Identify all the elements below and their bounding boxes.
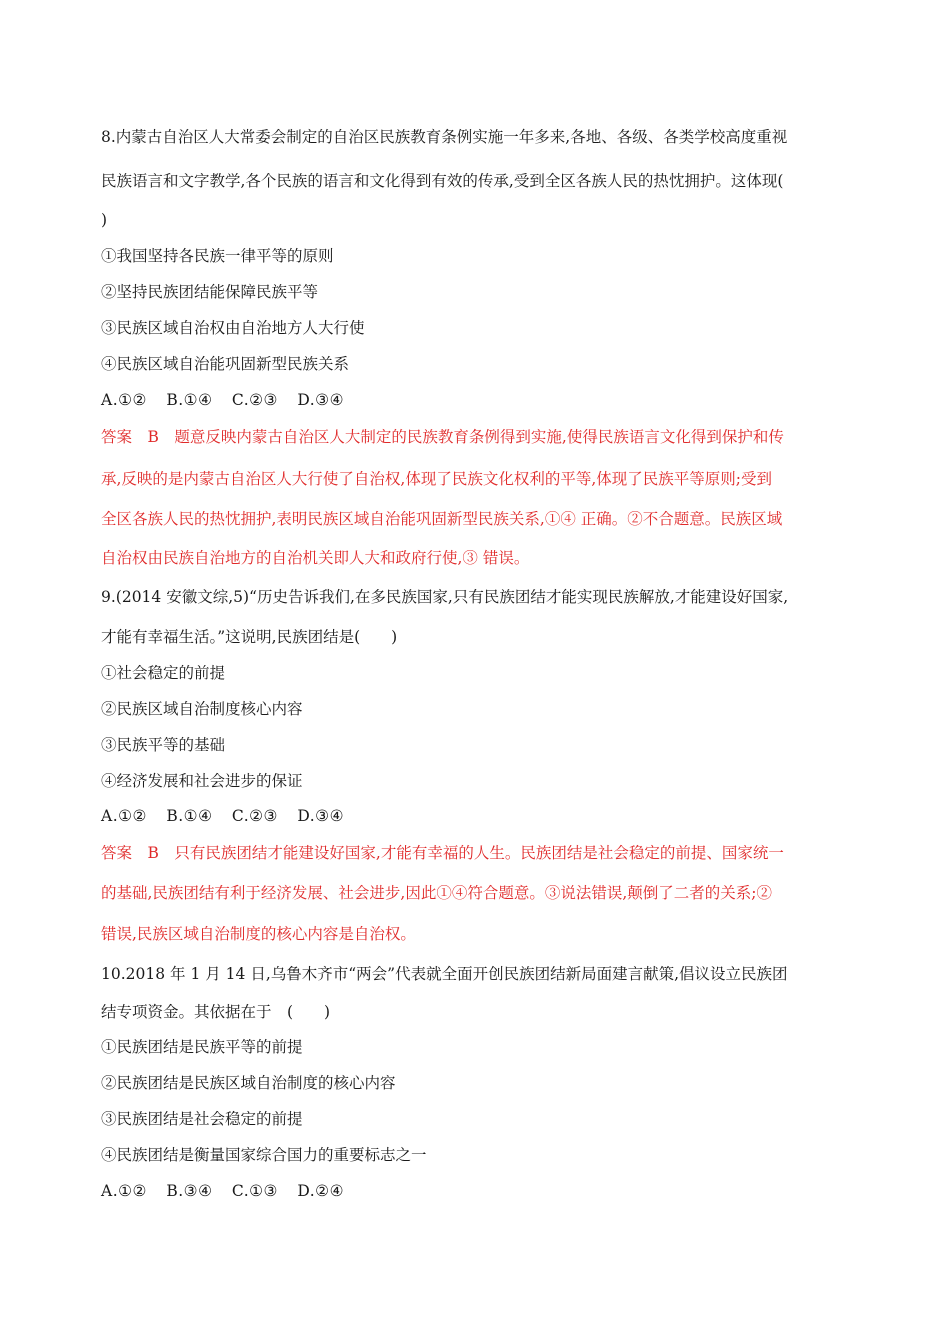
choice-d: D.③④ [297, 391, 344, 409]
question-9-option-4: ④经济发展和社会进步的保证 [101, 772, 303, 790]
question-8-option-1: ①我国坚持各民族一律平等的原则 [101, 247, 334, 265]
question-8-option-3: ③民族区域自治权由自治地方人大行使 [101, 319, 365, 337]
choice-d: D.②④ [297, 1182, 344, 1200]
question-8-stem-line-1: 8.内蒙古自治区人大常委会制定的自治区民族教育条例实施一年多来,各地、各级、各类学校高度重视 [101, 128, 788, 146]
choice-c: C.①③ [231, 1182, 278, 1200]
question-9-choices [101, 805, 344, 827]
question-8-choices [101, 389, 344, 411]
question-8-option-4: ④民族区域自治能巩固新型民族关系 [101, 355, 350, 373]
question-8-answer-line-3: 全区各族人民的热忱拥护,表明民族区域自治能巩固新型民族关系,①④ 正确。②不合题意。民族区域 [101, 510, 783, 528]
question-8-option-2: ②坚持民族团结能保障民族平等 [101, 283, 319, 301]
question-8-answer-line-1: 答案 B 题意反映内蒙古自治区人大制定的民族教育条例得到实施,使得民族语言文化得到保护和传 [101, 428, 784, 446]
question-10-option-3: ③民族团结是社会稳定的前提 [101, 1110, 303, 1128]
question-10-option-1: ①民族团结是民族平等的前提 [101, 1038, 303, 1056]
question-9-stem-line-2: 才能有幸福生活。”这说明,民族团结是( ) [101, 628, 398, 646]
question-9-option-1: ①社会稳定的前提 [101, 664, 226, 682]
question-9-answer-line-1: 答案 B 只有民族团结才能建设好国家,才能有幸福的人生。民族团结是社会稳定的前提、国家统一 [101, 844, 784, 862]
choice-b: B.③④ [166, 1182, 213, 1200]
choice-b: B.①④ [166, 391, 213, 409]
question-9-stem-line-1: 9.(2014 安徽文综,5)“历史告诉我们,在多民族国家,只有民族团结才能实现民族解放,才能建设好国家, [101, 588, 789, 606]
question-10-stem-line-2: 结专项资金。其依据在于 ( ) [101, 1003, 331, 1021]
question-9-option-3: ③民族平等的基础 [101, 736, 226, 754]
choice-b: B.①④ [166, 807, 213, 825]
question-10-stem-line-1: 10.2018 年 1 月 14 日,乌鲁木齐市“两会”代表就全面开创民族团结新局面建言献策,倡议设立民族团 [101, 965, 788, 983]
choice-a: A.①② [101, 807, 147, 825]
question-10-choices [101, 1180, 344, 1202]
choice-d: D.③④ [297, 807, 344, 825]
question-8-answer-line-2: 承,反映的是内蒙古自治区人大行使了自治权,体现了民族文化权利的平等,体现了民族平等原则;受到 [101, 470, 773, 488]
question-10-option-4: ④民族团结是衡量国家综合国力的重要标志之一 [101, 1146, 427, 1164]
choice-a: A.①② [101, 1182, 147, 1200]
choice-c: C.②③ [231, 391, 278, 409]
question-8-stem-line-2: 民族语言和文字教学,各个民族的语言和文化得到有效的传承,受到全区各族人民的热忱拥护。这体现( [101, 172, 784, 190]
question-9-answer-line-2: 的基础,民族团结有利于经济发展、社会进步,因此①④符合题意。③说法错误,颠倒了二者的关系;② [101, 884, 773, 902]
question-9-option-2: ②民族区域自治制度核心内容 [101, 700, 303, 718]
question-8-stem-line-3: ) [101, 211, 108, 229]
question-8-answer-line-4: 自治权由民族自治地方的自治机关即人大和政府行使,③ 错误。 [101, 549, 530, 567]
question-10-option-2: ②民族团结是民族区域自治制度的核心内容 [101, 1074, 396, 1092]
choice-c: C.②③ [231, 807, 278, 825]
choice-a: A.①② [101, 391, 147, 409]
question-9-answer-line-3: 错误,民族区域自治制度的核心内容是自治权。 [101, 925, 416, 943]
